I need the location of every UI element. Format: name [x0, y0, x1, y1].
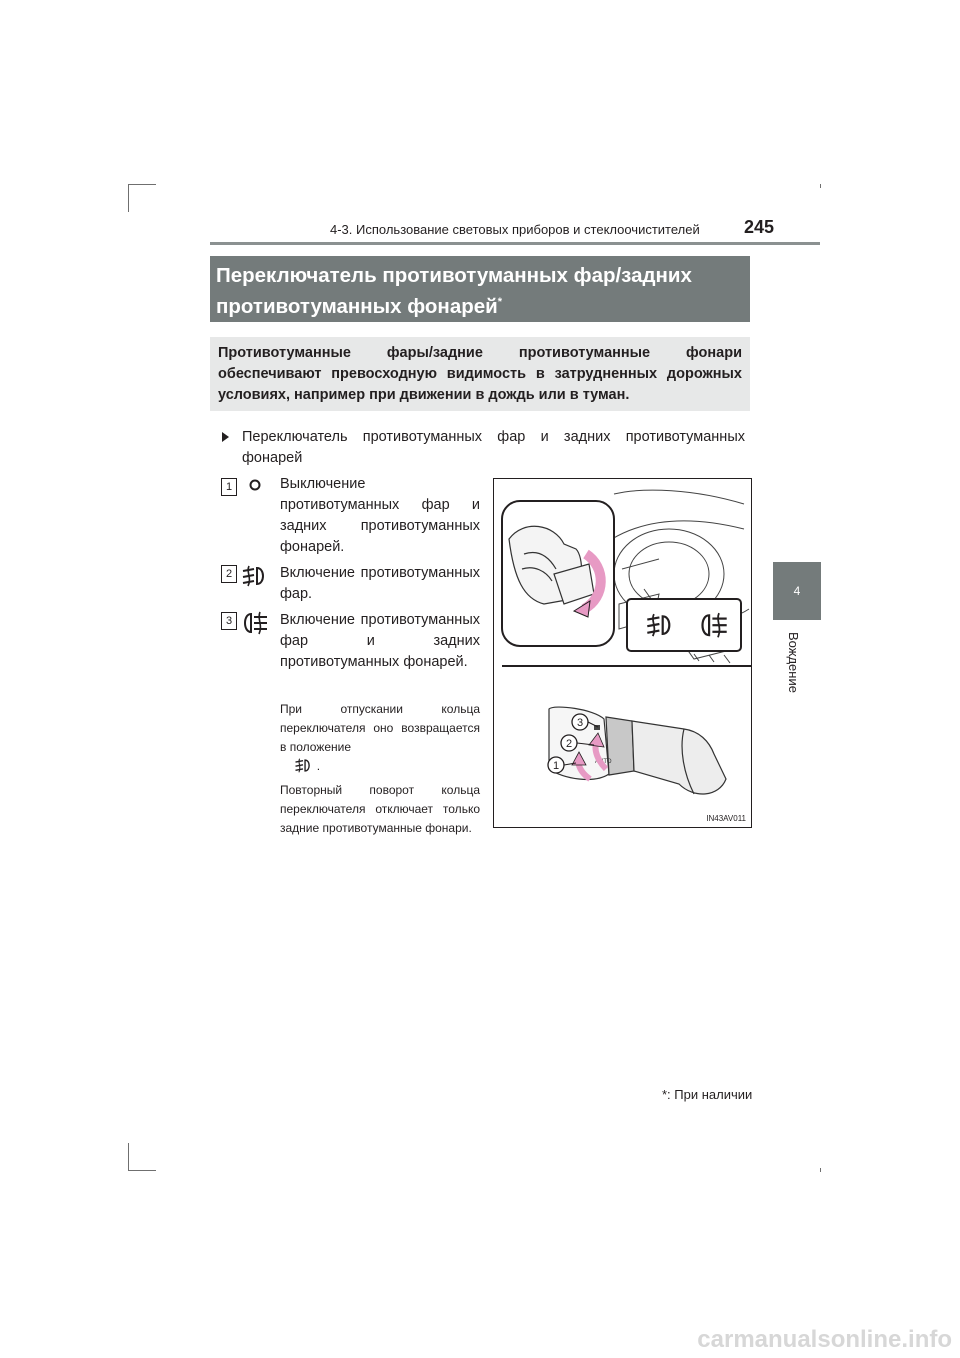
note-return-text: При отпускании кольца переключателя оно возвращается в положение: [280, 702, 480, 754]
chapter-label: Вождение: [786, 632, 801, 693]
off-ring-icon: [248, 478, 262, 492]
page-number: 245: [744, 217, 775, 237]
note-return-end: .: [316, 759, 321, 773]
header-rule: [210, 242, 820, 245]
bullet-arrow-icon: [222, 432, 229, 442]
section-title-text: Переключатель противотуманных фар/задних противотуманных фонарей: [216, 264, 692, 318]
crop-mark-top-left-v: [128, 184, 129, 212]
section-title: [216, 263, 746, 320]
note-return: [280, 700, 480, 776]
chapter-tab: [773, 562, 821, 620]
front-fog-light-icon: [293, 758, 313, 773]
front-fog-light-icon: [240, 565, 268, 587]
item-text: Выключение противотуманных фар и задних противотуманных фонарей.: [280, 476, 480, 555]
availability-mark: *: [497, 296, 503, 308]
intro-text: Противотуманные фары/задние противотуманные фонари обеспечивают превосходную видимость в затрудненных дорожных условиях, например при движении в дождь или в туман.: [218, 345, 742, 403]
crop-mark-top-right: [820, 184, 821, 188]
footnote: *: При наличии: [662, 1087, 753, 1102]
intro-box: [210, 337, 750, 411]
chapter-number: 4: [793, 584, 801, 598]
ring-auto-label: AUTO: [595, 759, 612, 765]
item-number: 3: [221, 612, 237, 630]
crop-mark-bottom-left-v: [128, 1143, 129, 1171]
crop-mark-bottom-left-h: [128, 1170, 156, 1171]
section-title-band: [210, 256, 750, 322]
illustration-drawing: [494, 479, 751, 827]
bullet-heading: Переключатель противотуманных фар и задних противотуманных фонарей: [242, 429, 745, 466]
crop-mark-top-left-h: [128, 184, 156, 185]
switch-illustration: [493, 478, 752, 828]
crop-mark-bottom-right: [820, 1168, 821, 1172]
section-header: 4-3. Использование световых приборов и стеклоочистителей: [330, 222, 700, 237]
rear-fog-light-icon: [240, 611, 270, 635]
callout-2-label: 2: [565, 738, 573, 750]
watermark-strip: [0, 1320, 960, 1358]
item-text: Включение противотуманных фар.: [280, 565, 480, 602]
callout-1-label: 1: [552, 760, 560, 772]
item-number: 1: [221, 478, 237, 496]
item-number: 2: [221, 565, 237, 583]
note-repeat: Повторный поворот кольца переключателя отключает только задние противотуманные фонари.: [280, 783, 480, 835]
watermark-text: carmanualsonline.info: [697, 1326, 952, 1353]
item-text: Включение противотуманных фар и задних противотуманных фонарей.: [280, 612, 480, 670]
figure-code: IN43AV011: [706, 814, 746, 823]
callout-3-label: 3: [576, 717, 584, 729]
